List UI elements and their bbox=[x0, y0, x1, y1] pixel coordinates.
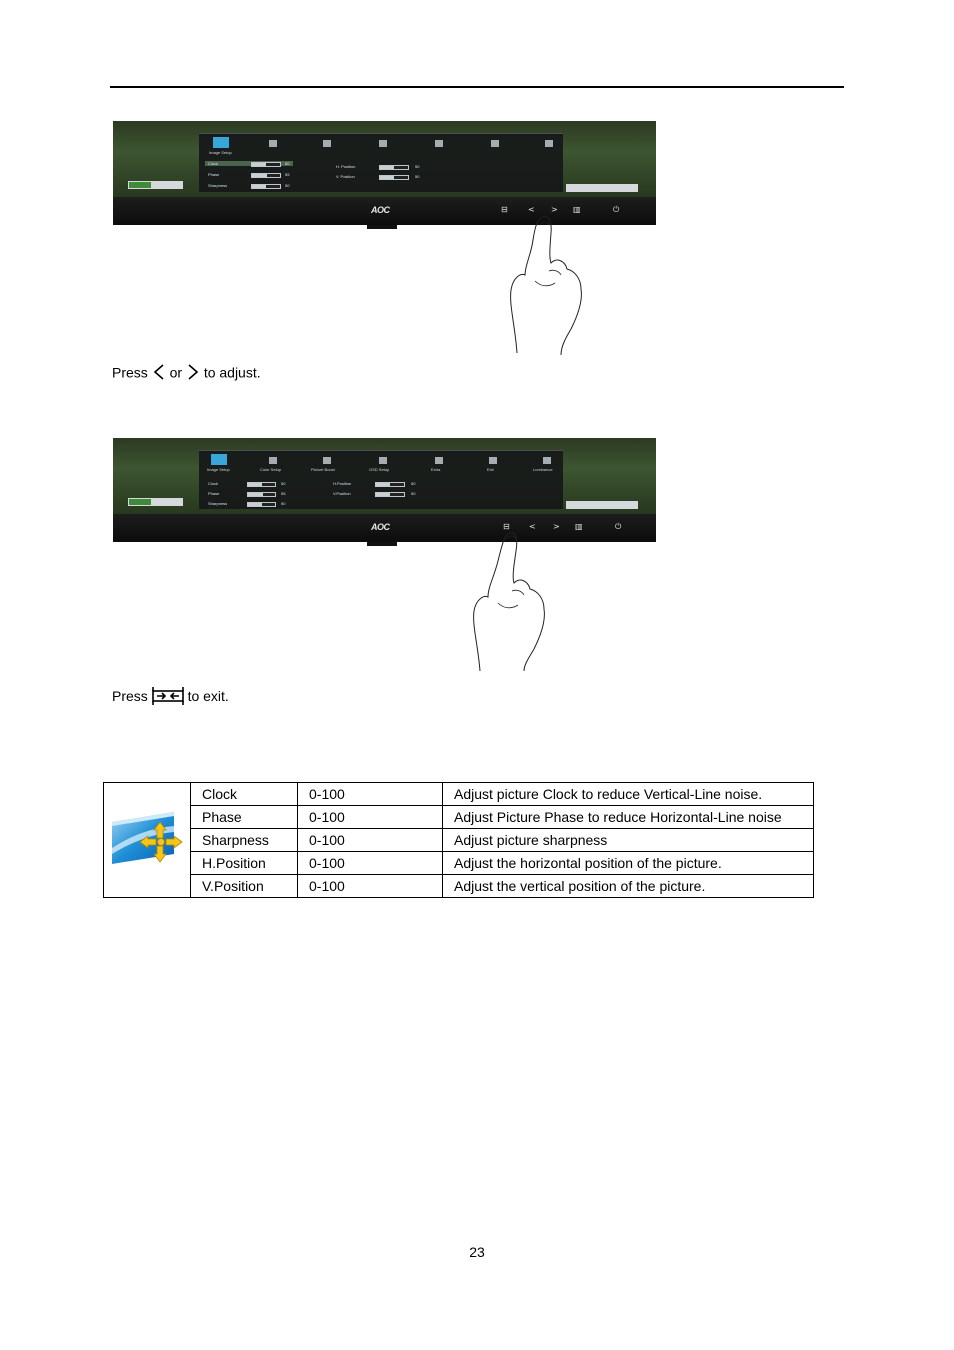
osd-setup-icon bbox=[379, 140, 387, 147]
table-row bbox=[104, 852, 814, 875]
osd-tab-label: Extra bbox=[431, 467, 441, 472]
extra-icon bbox=[435, 457, 443, 464]
monitor-screen bbox=[113, 121, 656, 197]
osd-slider bbox=[379, 165, 409, 170]
osd-row-label: Clock bbox=[208, 161, 219, 166]
menu-exit-button: ⊟ bbox=[503, 522, 510, 531]
monitor-bezel bbox=[113, 514, 656, 542]
osd-row-value: 55 bbox=[285, 172, 290, 177]
picture-boost-icon bbox=[323, 140, 331, 147]
osd-row-value: 50 bbox=[285, 183, 290, 188]
pointing-hand-illustration bbox=[505, 205, 590, 355]
monitor-screen bbox=[113, 438, 656, 514]
table-cell-range: 0-100 bbox=[298, 829, 443, 852]
exit-instruction: Press to exit. bbox=[112, 688, 229, 704]
source-button: ▥ bbox=[573, 205, 581, 214]
table-row bbox=[104, 783, 814, 806]
table-cell-range: 0-100 bbox=[298, 806, 443, 829]
left-button: < bbox=[528, 205, 535, 214]
power-button: ⏻ bbox=[615, 522, 622, 531]
osd-row-value: 50 bbox=[411, 491, 416, 496]
exit-icon bbox=[489, 457, 497, 464]
osd-tab-label: Color Setup bbox=[260, 467, 282, 472]
osd-menu bbox=[199, 133, 563, 192]
osd-row-value: 50 bbox=[415, 174, 420, 179]
table-row bbox=[104, 806, 814, 829]
table-cell-description: Adjust the vertical position of the picture. bbox=[443, 875, 814, 898]
osd-row-label: V. Position bbox=[336, 174, 355, 179]
desktop-taskbar-right bbox=[566, 501, 638, 509]
monitor-stand bbox=[367, 542, 397, 546]
osd-tab-label: Exit bbox=[487, 467, 494, 472]
table-cell-description: Adjust the horizontal position of the picture. bbox=[443, 852, 814, 875]
osd-menu bbox=[199, 450, 563, 509]
power-button: ⏻ bbox=[613, 205, 620, 214]
table-row bbox=[104, 829, 814, 852]
osd-slider bbox=[379, 175, 409, 180]
table-cell-range: 0-100 bbox=[298, 852, 443, 875]
table-cell-description: Adjust Picture Phase to reduce Horizontal-Line noise bbox=[443, 806, 814, 829]
exit-icon bbox=[491, 140, 499, 147]
osd-row-value: 50 bbox=[281, 501, 286, 506]
osd-tab-label: Luminance bbox=[533, 467, 553, 472]
right-button: > bbox=[551, 205, 558, 214]
osd-row-value: 50 bbox=[411, 481, 416, 486]
image-setup-icon bbox=[213, 137, 229, 148]
header-rule bbox=[110, 86, 844, 88]
osd-row-label: Phase bbox=[208, 491, 220, 496]
desktop-taskbar-left bbox=[128, 498, 183, 506]
table-cell-description: Adjust picture sharpness bbox=[443, 829, 814, 852]
extra-icon bbox=[435, 140, 443, 147]
monitor-stand bbox=[367, 225, 397, 229]
right-button: > bbox=[553, 522, 560, 531]
desktop-taskbar-right bbox=[566, 184, 638, 192]
osd-row-value: 50 bbox=[285, 161, 290, 166]
osd-slider bbox=[375, 492, 405, 497]
osd-row-label: Phase bbox=[208, 172, 220, 177]
table-cell-range: 0-100 bbox=[298, 783, 443, 806]
table-cell-item: V.Position bbox=[191, 875, 298, 898]
osd-row-label: H. Position bbox=[336, 164, 356, 169]
pointing-hand-illustration bbox=[470, 525, 555, 673]
table-cell-item: Sharpness bbox=[191, 829, 298, 852]
osd-slider bbox=[247, 502, 276, 507]
osd-row-label: Sharpness bbox=[208, 501, 228, 506]
table-cell-description: Adjust picture Clock to reduce Vertical-Line noise. bbox=[443, 783, 814, 806]
source-button: ▥ bbox=[575, 522, 583, 531]
picture-boost-icon bbox=[323, 457, 331, 464]
osd-slider bbox=[247, 482, 276, 487]
image-setup-icon bbox=[211, 454, 227, 465]
left-button: < bbox=[529, 522, 536, 531]
image-setup-icon bbox=[108, 808, 186, 868]
adjust-instruction: Press or to adjust. bbox=[112, 364, 261, 381]
right-arrow-icon bbox=[186, 364, 200, 380]
osd-slider bbox=[251, 162, 281, 167]
osd-slider bbox=[375, 482, 405, 487]
osd-row-value: 50 bbox=[415, 164, 420, 169]
menu-exit-icon bbox=[152, 686, 184, 706]
table-cell-item: Clock bbox=[191, 783, 298, 806]
osd-tab-label: Picture Boost bbox=[311, 467, 335, 472]
table-cell-range: 0-100 bbox=[298, 875, 443, 898]
page-number: 23 bbox=[469, 1244, 485, 1260]
osd-tab-label: Image Setup bbox=[207, 467, 230, 472]
left-arrow-icon bbox=[152, 364, 166, 380]
table-cell-item: Phase bbox=[191, 806, 298, 829]
osd-tab-label: OSD Setup bbox=[369, 467, 390, 472]
osd-row-value: 50 bbox=[281, 481, 286, 486]
desktop-taskbar-left bbox=[128, 181, 183, 189]
aoc-logo: AOC bbox=[371, 205, 390, 215]
osd-slider bbox=[251, 184, 281, 189]
image-setup-table bbox=[103, 782, 814, 898]
osd-row-label: Clock bbox=[208, 481, 219, 486]
color-setup-icon bbox=[269, 457, 277, 464]
osd-slider bbox=[247, 492, 276, 497]
osd-row-label: H.Position bbox=[333, 481, 352, 486]
table-cell-item: H.Position bbox=[191, 852, 298, 875]
osd-icon-row bbox=[199, 136, 563, 154]
osd-row-value: 55 bbox=[281, 491, 286, 496]
osd-row-label: V.Position bbox=[333, 491, 351, 496]
aoc-logo: AOC bbox=[371, 522, 390, 532]
luminance-icon bbox=[545, 140, 553, 147]
table-row bbox=[104, 875, 814, 898]
osd-tab-label: Image Setup bbox=[209, 150, 232, 155]
osd-icon-row bbox=[199, 453, 563, 471]
menu-exit-button: ⊟ bbox=[501, 205, 508, 214]
osd-slider bbox=[251, 173, 281, 178]
image-setup-icon-cell bbox=[104, 783, 191, 898]
osd-row-label: Sharpness bbox=[208, 183, 228, 188]
luminance-icon bbox=[543, 457, 551, 464]
osd-setup-icon bbox=[379, 457, 387, 464]
color-setup-icon bbox=[269, 140, 277, 147]
